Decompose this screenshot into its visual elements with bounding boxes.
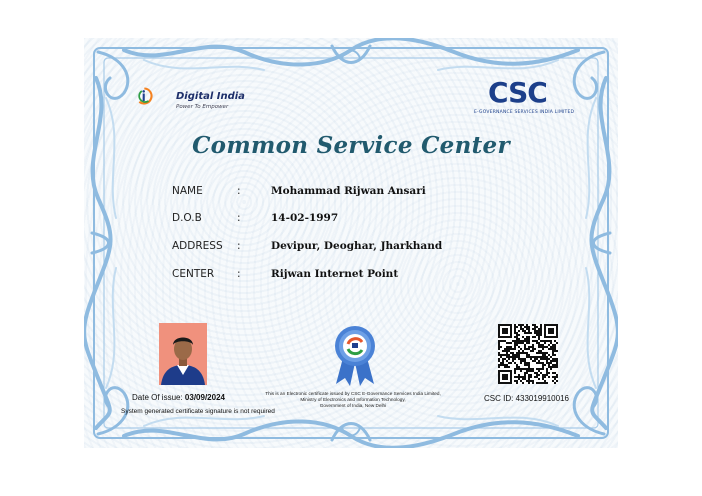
field-separator: : <box>237 268 241 280</box>
date-of-issue-value: 03/09/2024 <box>184 393 225 402</box>
digital-india-logo <box>136 72 176 120</box>
issued-by-line: Government of India, New Delhi <box>319 403 387 408</box>
csc-subtitle: E-GOVERNANCE SERVICES INDIA LIMITED <box>474 110 575 115</box>
field-value-address: Devipur, Deoghar, Jharkhand <box>271 240 443 252</box>
field-label-dob: D.O.B <box>172 212 202 224</box>
date-of-issue-label: Date Of issue: <box>132 393 183 402</box>
qr-code-icon <box>498 324 558 384</box>
issued-by-line: This is an Electronic certificate issued by CSC E-Governance Services India Limited, <box>265 391 441 396</box>
field-label-center: CENTER <box>172 268 215 280</box>
digital-india-title: Digital India <box>176 91 245 102</box>
certificate <box>84 38 618 448</box>
holder-photo <box>159 323 207 385</box>
csc-logo: CSC <box>488 76 547 109</box>
field-value-dob: 14-02-1997 <box>271 212 339 224</box>
system-note: System generated certificate signature is not required <box>121 408 275 415</box>
digital-india-tagline: Power To Empower <box>176 104 229 110</box>
certificate-title: Common Service Center <box>192 132 510 159</box>
field-value-center: Rijwan Internet Point <box>271 268 399 280</box>
person-silhouette-icon <box>159 323 207 385</box>
field-separator: : <box>237 212 241 224</box>
date-of-issue <box>132 393 225 402</box>
field-separator: : <box>237 240 241 252</box>
issued-by-text <box>242 391 464 409</box>
csc-id-label: CSC ID: <box>484 394 514 403</box>
field-value-name: Mohammad Rijwan Ansari <box>271 185 426 197</box>
csc-id-value: 433019910016 <box>515 394 569 403</box>
field-label-address: ADDRESS <box>172 240 223 252</box>
issued-by-line: Ministry of Electronics and Information Technology, <box>300 397 406 402</box>
field-label-name: NAME <box>172 185 203 197</box>
csc-id <box>484 394 569 403</box>
field-separator: : <box>237 185 241 197</box>
rosette-badge-icon <box>328 324 382 386</box>
